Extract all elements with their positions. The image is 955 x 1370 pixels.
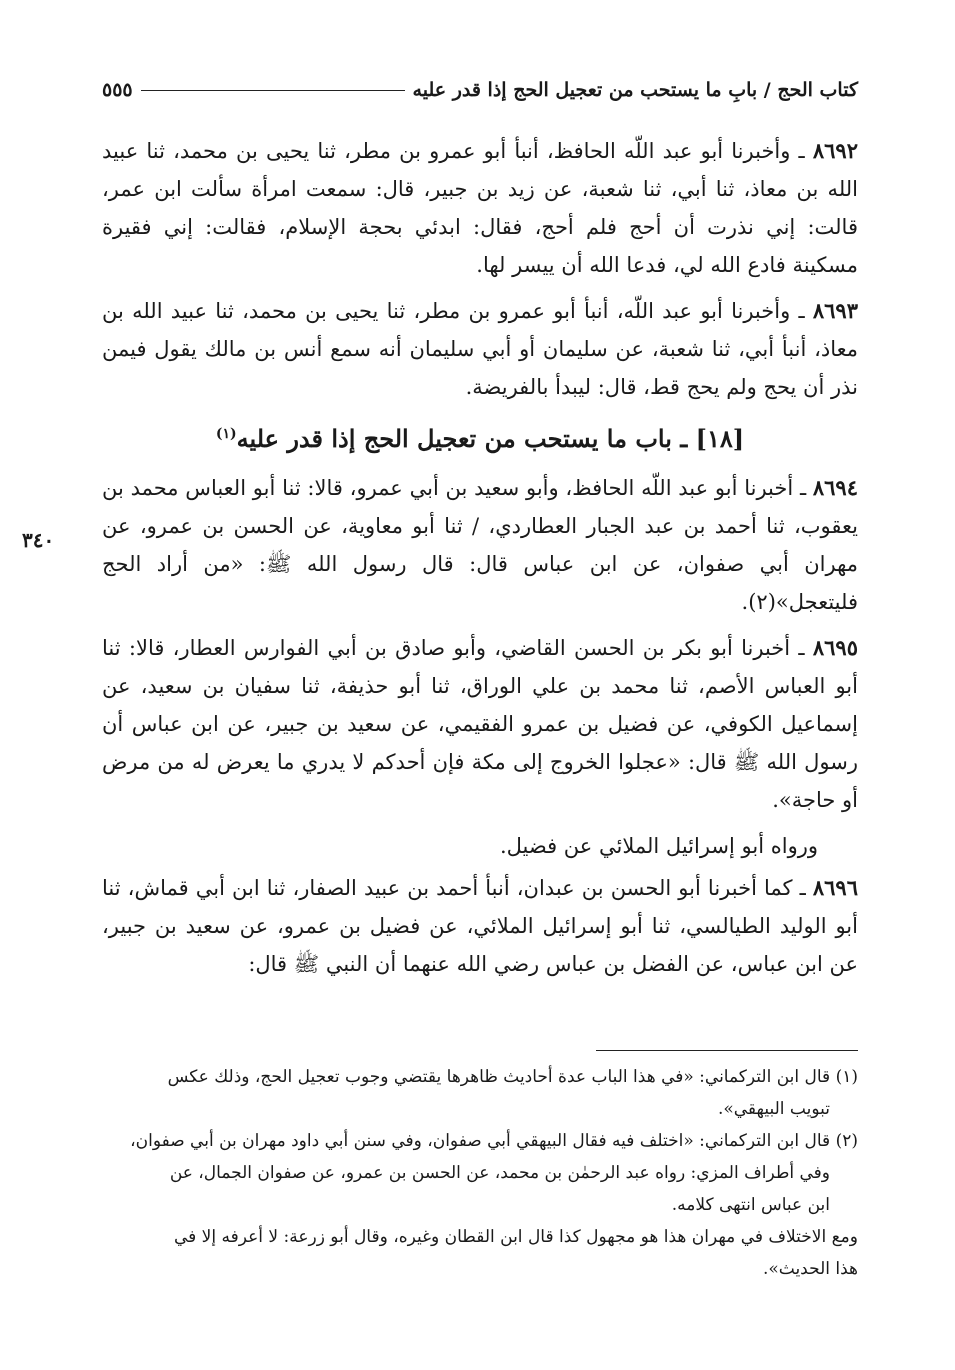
- chapter-title: [١٨] ـ باب ما يستحب من تعجيل الحج إذا قدر عليه: [236, 424, 745, 453]
- chapter-heading: [102, 414, 858, 459]
- hadith-text: ـ وأخبرنا أبو عبد اللّه، أنبأ أبو عمرو بن مطر، ثنا يحيى بن محمد، ثنا عبيد الله بن معاذ، أنبأ أبي، ثنا شعبة، عن سليمان أو أبي سليمان أنه سمع أنس بن مالك يقول فيمن نذر أن يحج ولم يحج قط، قال: ليبدأ بالفريضة.: [102, 299, 858, 399]
- hadith-text: ـ أخبرنا أبو بكر بن الحسن القاضي، وأبو صادق بن أبي الفوارس العطار، قالا: ثنا أبو العباس الأصم، ثنا محمد بن علي الوراق، ثنا أبو حذيفة، ثنا سفيان بن سعيد، عن إسماعيل الكوفي، عن فضيل بن عمرو الفقيمي، عن سعيد بن جبير، عن ابن عباس أن رسول الله ﷺ قال: «عجلوا الخروج إلى مكة فإن أحدكم لا يدري ما يعرض له من مرض أو حاجة».: [102, 636, 858, 812]
- footnote-2: (٢) قال ابن التركماني: «اختلف فيه فقال البيهقي أبي صفوان، وفي سنن أبي داود مهران بن أبي صفوان،: [130, 1131, 858, 1151]
- hadith-number: ٨٦٩٣: [812, 298, 858, 323]
- header-rule: [141, 90, 405, 91]
- footnote-2-addendum: ومع الاختلاف في مهران هذا هو مجهول كذا قال ابن القطان وغيره، وقال أبو زرعة: لا أعرفه إلا في: [173, 1227, 858, 1247]
- footnote-2-continued: وفي أطراف المزي: رواه عبد الرحمٰن بن محمد، عن الحسن بن عمرو، عن صفوان الجمال، عن: [169, 1163, 830, 1183]
- main-text: [102, 132, 858, 991]
- hadith-8692: [102, 132, 858, 284]
- footnote-separator: [596, 1050, 858, 1051]
- footnote-mark: (١): [215, 426, 237, 442]
- footnote-2-continued: ابن عباس انتهى كلامه.: [671, 1195, 830, 1215]
- narration-note: ورواه أبو إسرائيل الملائي عن فضيل.: [499, 834, 818, 858]
- footnote-2-addendum: هذا الحديث».: [762, 1259, 858, 1279]
- hadith-text: ـ كما أخبرنا أبو الحسن بن عبدان، أنبأ أحمد بن عبيد الصفار، ثنا ابن أبي قماش، ثنا أبو الوليد الطيالسي، ثنا أبو إسرائيل الملائي، عن فضيل بن عمرو، عن سعيد بن جبير، عن ابن عباس، عن الفضل بن عباس رضي الله عنهما أن النبي ﷺ قال:: [102, 876, 858, 976]
- footnotes: [102, 1062, 858, 1286]
- hadith-number: ٨٦٩٤: [812, 475, 858, 500]
- footnote-1: (١) قال ابن التركماني: «في هذا الباب عدة أحاديث ظاهرها يقتضي وجوب تعجيل الحج، وذلك عكس: [167, 1067, 858, 1087]
- page-number: ٥٥٥: [102, 79, 133, 101]
- hadith-8695: [102, 629, 858, 819]
- hadith-8693: [102, 292, 858, 406]
- hadith-number: ٨٦٩٢: [812, 138, 858, 163]
- footnote-1-continued: تبويب البيهقي».: [717, 1099, 830, 1119]
- page-header: [102, 70, 858, 110]
- hadith-8694: [102, 469, 858, 621]
- margin-page-reference: ٣٤٠: [22, 528, 55, 552]
- hadith-text: ـ أخبرنا أبو عبد اللّه الحافظ، وأبو سعيد بن أبي عمرو، قالا: ثنا أبو العباس محمد بن يعقوب، ثنا أحمد بن عبد الجبار العطاردي، / ثنا أبو معاوية، عن الحسن بن عمرو، عن مهران أبي صفوان، عن ابن عباس قال: قال رسول الله ﷺ: «من أراد الحج فليتعجل»(٢).: [102, 476, 858, 614]
- hadith-number: ٨٦٩٦: [812, 875, 858, 900]
- hadith-8696: [102, 869, 858, 983]
- hadith-text: ـ وأخبرنا أبو عبد اللّه الحافظ، أنبأ أبو عمرو بن مطر، ثنا يحيى بن محمد، ثنا عبيد الله بن معاذ، ثنا أبي، ثنا شعبة، عن زيد بن جبير، قال: سمعت امرأة سألت ابن عمر، قالت: إني نذرت أن أحج فلم أحج، فقال: ابدئي بحجة الإسلام، فقالت: إني فقيرة مسكينة فادع الله لي، فدعا الله أن ييسر لها.: [102, 139, 858, 277]
- hadith-number: ٨٦٩٥: [812, 635, 858, 660]
- running-head: كتاب الحج / بابِ ما يستحب من تعجيل الحج إذا قدر عليه: [412, 79, 858, 101]
